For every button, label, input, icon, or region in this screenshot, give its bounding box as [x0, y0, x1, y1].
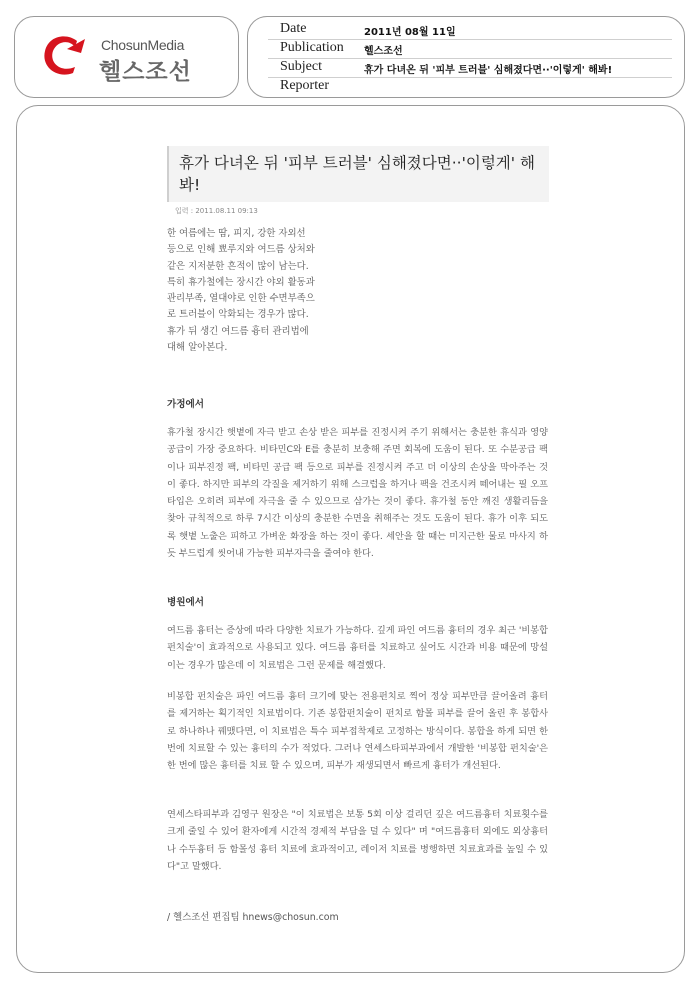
meta-row-reporter	[268, 77, 672, 96]
section-heading-home: 가정에서	[167, 399, 205, 410]
article-title: 휴가 다녀온 뒤 '피부 트러블' 심해졌다면··'이렇게' 해봐!	[179, 154, 535, 194]
section-hospital-paragraph-2: 비봉합 펀치술은 파인 여드름 흉터 크기에 맞는 전용펀치로 찍어 정상 피부만큼 끌어올려 흉터를 제거하는 획기적인 치료법이다. 기존 봉합펀치술이 펀치로 함몰 피부를 끌어 올린 후 봉합사로 하나하나 꿰맸다면, 이 치료법은 특수 피부접착제로 고정하는 방식이다. 봉합을 하게 되면 한번에 치료할 수 있는 흉터의 수가 적었다. 그러나 연세스타피부과에서 개발한 '비봉합 펀치술'은 한 번에 많은 흉터를 치료 할 수 있으며, 피부가 재생되면서 빠르게 흉터가 개선된다.	[167, 691, 548, 772]
article-lead: 한 여름에는 땀, 피지, 강한 자외선 등으로 인해 뾰루지와 여드름 상처와 같은 지저분한 흔적이 많이 남는다. 특히 휴가철에는 장시간 야외 활동과 관리부족, 열대야로 인한 수면부족으로 트러블이 악화되는 경우가 많다. 휴가 뒤 생긴 여드름 흉터 관리법에 대해 알아본다.	[167, 228, 315, 354]
article-title-box	[167, 146, 549, 202]
article-content-box	[16, 105, 685, 973]
article-date-line: 입력 : 2011.08.11 09:13	[175, 207, 258, 215]
meta-label-reporter: Reporter	[280, 78, 329, 93]
section-hospital-paragraph-1: 여드름 흉터는 증상에 따라 다양한 치료가 가능하다. 깊게 파인 여드름 흉터의 경우 최근 '비봉합 펀치술'이 효과적으로 사용되고 있다. 여드름 흉터를 치료하고 싶어도 시간과 비용 때문에 망설이는 경우가 많은데 이 치료법은 그런 문제를 해결했다.	[167, 625, 548, 671]
logo-box	[14, 16, 239, 98]
meta-value-publication: 헬스조선	[364, 46, 403, 57]
meta-label-subject: Subject	[280, 59, 322, 74]
section-home-paragraph: 휴가철 장시간 햇볕에 자극 받고 손상 받은 피부를 진정시켜 주기 위해서는 충분한 휴식과 영양공급이 가장 중요하다. 비타민C와 E를 충분히 보충해 주면 회복에 도움이 된다. 또 수분공급 팩이나 피부진정 팩, 비타민 공급 팩 등으로 피부를 진정시켜 주고 더 이상의 손상을 막아주는 것이 좋다. 하지만 피부의 각질을 제거하기 위해 스크럽을 하거나 팩을 건조시켜 떼어내는 필 오프타입은 오히려 피부에 자극을 줄 수 있으므로 삼가는 것이 좋다. 휴가철 동안 깨진 생활리듬을 찾아 규칙적으로 하루 7시간 이상의 충분한 수면을 취해주는 것도 도움이 된다. 휴가 이후 되도록 햇볕 노출은 피하고 가벼운 화장을 하는 것이 좋다. 세안을 할 때는 미지근한 물로 마사지 하듯 부드럽게 씻어내 가능한 피부자극을 줄여야 한다.	[167, 427, 548, 560]
meta-label-date: Date	[280, 21, 307, 36]
meta-value-date: 2011년 08월 11일	[364, 27, 456, 38]
section-hospital-paragraph-3: 연세스타피부과 김영구 원장은 "이 치료법은 보통 5회 이상 걸리던 깊은 여드름흉터 치료횟수를 크게 줄일 수 있어 환자에게 시간적 경제적 부담을 덜 수 있다" 며 "여드름흉터 외에도 외상흉터나 수두흉터 등 함몰성 흉터 치료에 효과적이고, 레이저 치료를 병행하면 치료효과를 높일 수 있다"고 말했다.	[167, 809, 548, 872]
meta-label-publication: Publication	[280, 40, 344, 55]
logo-brand-en: ChosunMedia	[101, 37, 185, 53]
section-heading-hospital: 병원에서	[167, 597, 205, 608]
meta-value-subject: 휴가 다녀온 뒤 '피부 트러블' 심해졌다면··'이렇게' 해봐!	[364, 65, 613, 76]
chosun-logo-icon	[37, 29, 89, 81]
logo-brand-ko: 헬스조선	[99, 59, 192, 85]
meta-row-subject	[268, 58, 672, 78]
meta-row-date	[268, 20, 672, 40]
meta-row-publication	[268, 39, 672, 59]
article-signature: / 헬스조선 편집팀 hnews@chosun.com	[167, 912, 339, 923]
article-meta-box	[247, 16, 685, 98]
